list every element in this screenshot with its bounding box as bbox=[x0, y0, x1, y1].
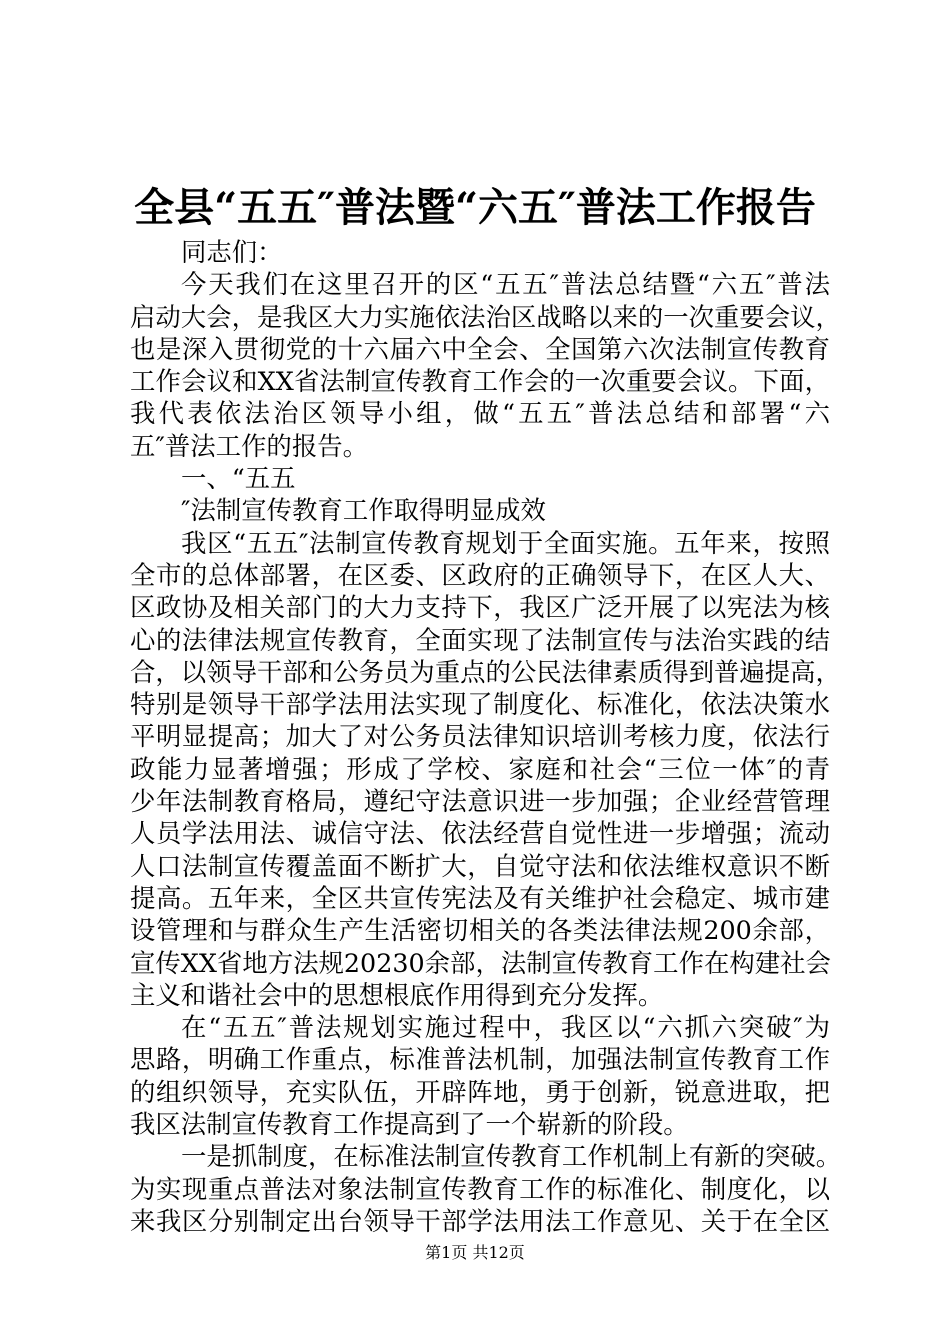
text-line: 为实现重点普法对象法制宣传教育工作的标准化、制度化，以 bbox=[130, 1173, 830, 1204]
text-line: 思路，明确工作重点，标准普法机制，加强法制宣传教育工作 bbox=[130, 1044, 830, 1075]
text-line: 同志们： bbox=[181, 237, 283, 267]
text-line: ″法制宣传教育工作取得明显成效 bbox=[181, 495, 546, 526]
text-line: 今天我们在这里召开的区“五五″普法总结暨“六五″普法 bbox=[181, 269, 830, 300]
text-line: 合，以领导干部和公务员为重点的公民法律素质得到普遍提高， bbox=[130, 656, 841, 687]
document-body bbox=[130, 236, 842, 1237]
document-title: 全县“五五″普法暨“六五″普法工作报告 bbox=[134, 184, 816, 231]
text-line: 我区“五五″法制宣传教育规划于全面实施。五年来，按照 bbox=[181, 527, 830, 558]
text-line: 我代表依法治区领导小组，做“五五″普法总结和部署“六 bbox=[130, 398, 830, 429]
text-line: 的组织领导，充实队伍，开辟阵地，勇于创新，锐意进取，把 bbox=[130, 1076, 830, 1107]
text-line: 工作会议和XX省法制宣传教育工作会的一次重要会议。下面， bbox=[130, 366, 830, 397]
text-line: 在“五五″普法规划实施过程中，我区以“六抓六突破″为 bbox=[181, 1012, 830, 1043]
text-line: 启动大会，是我区大力实施依法治区战略以来的一次重要会议， bbox=[130, 301, 841, 332]
text-line: 来我区分别制定出台领导干部学法用法工作意见、关于在全区 bbox=[130, 1205, 830, 1236]
text-line: 也是深入贯彻党的十六届六中全会、全国第六次法制宣传教育 bbox=[130, 333, 830, 364]
text-line: 一是抓制度，在标准法制宣传教育工作机制上有新的突破。 bbox=[181, 1141, 842, 1172]
text-line: 平明显提高；加大了对公务员法律知识培训考核力度，依法行 bbox=[130, 721, 830, 752]
text-line: 我区法制宣传教育工作提高到了一个崭新的阶段。 bbox=[130, 1109, 689, 1140]
text-line: 人员学法用法、诚信守法、依法经营自觉性进一步增强；流动 bbox=[130, 818, 830, 849]
text-line: 提高。五年来，全区共宣传宪法及有关维护社会稳定、城市建 bbox=[130, 882, 830, 913]
text-line: 特别是领导干部学法用法实现了制度化、标准化，依法决策水 bbox=[130, 689, 830, 720]
text-line: 政能力显著增强；形成了学校、家庭和社会“三位一体″的青 bbox=[130, 753, 830, 784]
text-line: 心的法律法规宣传教育，全面实现了法制宣传与法治实践的结 bbox=[130, 624, 830, 655]
text-line: 区政协及相关部门的大力支持下，我区广泛开展了以宪法为核 bbox=[130, 592, 830, 623]
text-line: 全市的总体部署，在区委、区政府的正确领导下，在区人大、 bbox=[130, 559, 830, 590]
text-line: 一、“五五 bbox=[181, 463, 296, 494]
page-footer: 第1页 共12页 bbox=[425, 1243, 525, 1262]
text-line: 设管理和与群众生产生活密切相关的各类法律法规200余部， bbox=[130, 915, 830, 946]
text-line: 人口法制宣传覆盖面不断扩大，自觉守法和依法维权意识不断 bbox=[130, 850, 830, 881]
text-line: 主义和谐社会中的思想根底作用得到充分发挥。 bbox=[130, 979, 664, 1010]
text-line: 宣传XX省地方法规20230余部，法制宣传教育工作在构建社会 bbox=[130, 947, 831, 978]
text-line: 少年法制教育格局，遵纪守法意识进一步加强；企业经营管理 bbox=[130, 786, 830, 817]
text-line: 五″普法工作的报告。 bbox=[130, 430, 368, 461]
